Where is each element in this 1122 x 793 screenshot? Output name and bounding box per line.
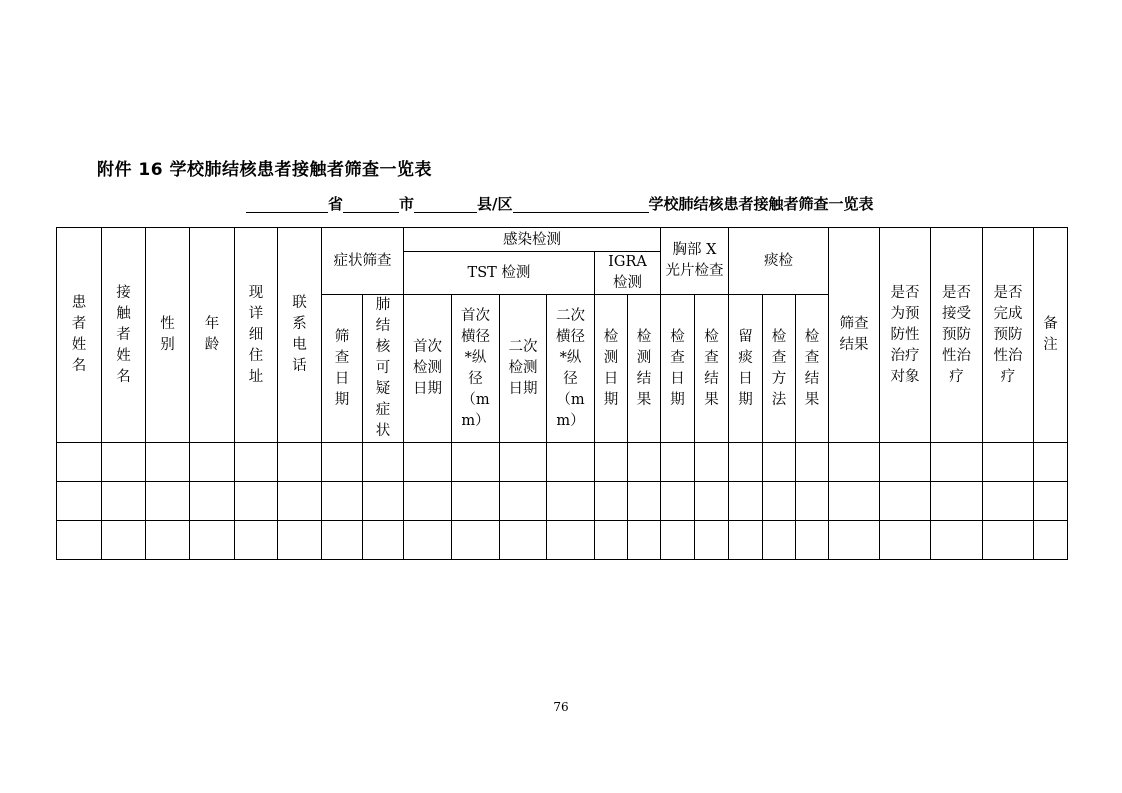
header-infection-test: 感染检测 bbox=[404, 228, 661, 252]
data-cell[interactable] bbox=[661, 482, 695, 521]
data-cell[interactable] bbox=[763, 443, 796, 482]
data-cell[interactable] bbox=[278, 482, 322, 521]
data-cell[interactable] bbox=[363, 443, 404, 482]
header-screening-result: 筛查结果 bbox=[829, 228, 880, 443]
header-sputum-date: 留痰日期 bbox=[729, 295, 763, 443]
screening-table bbox=[56, 227, 1068, 560]
header-xray-result: 检查结果 bbox=[695, 295, 729, 443]
province-label: 省 bbox=[328, 195, 344, 213]
page-title: 附件 16 学校肺结核患者接触者筛查一览表 bbox=[97, 160, 432, 180]
header-first-diameter: 首次横径*纵径（mm） bbox=[452, 295, 500, 443]
data-cell[interactable] bbox=[763, 521, 796, 560]
data-cell[interactable] bbox=[1034, 443, 1068, 482]
header-screening-date: 筛查日期 bbox=[322, 295, 363, 443]
header-address: 现详细住址 bbox=[235, 228, 278, 443]
header-patient-name: 患者姓名 bbox=[57, 228, 102, 443]
data-cell[interactable] bbox=[983, 443, 1034, 482]
data-cell[interactable] bbox=[452, 482, 500, 521]
data-cell[interactable] bbox=[322, 521, 363, 560]
data-cell[interactable] bbox=[628, 521, 661, 560]
data-cell[interactable] bbox=[322, 482, 363, 521]
data-cell[interactable] bbox=[547, 521, 595, 560]
county-label: 县/区 bbox=[477, 195, 513, 213]
data-cell[interactable] bbox=[363, 521, 404, 560]
data-cell[interactable] bbox=[695, 443, 729, 482]
data-cell[interactable] bbox=[661, 521, 695, 560]
data-cell[interactable] bbox=[829, 521, 880, 560]
data-cell[interactable] bbox=[628, 443, 661, 482]
data-cell[interactable] bbox=[146, 521, 190, 560]
header-preventive-completed: 是否完成预防性治疗 bbox=[983, 228, 1034, 443]
data-cell[interactable] bbox=[595, 521, 628, 560]
data-cell[interactable] bbox=[235, 482, 278, 521]
data-cell[interactable] bbox=[829, 482, 880, 521]
table-row bbox=[57, 443, 1068, 482]
data-cell[interactable] bbox=[796, 443, 829, 482]
header-contact-name: 接触者姓名 bbox=[102, 228, 146, 443]
data-cell[interactable] bbox=[931, 521, 983, 560]
subtitle-line bbox=[246, 193, 874, 213]
header-sputum-result: 检查结果 bbox=[796, 295, 829, 443]
data-cell[interactable] bbox=[57, 482, 102, 521]
data-cell[interactable] bbox=[796, 482, 829, 521]
data-cell[interactable] bbox=[102, 482, 146, 521]
data-cell[interactable] bbox=[500, 482, 547, 521]
header-igra-test: IGRA检测 bbox=[595, 252, 661, 295]
data-cell[interactable] bbox=[547, 482, 595, 521]
data-cell[interactable] bbox=[363, 482, 404, 521]
data-cell[interactable] bbox=[1034, 521, 1068, 560]
data-cell[interactable] bbox=[763, 482, 796, 521]
province-blank[interactable] bbox=[246, 195, 328, 213]
data-cell[interactable] bbox=[595, 482, 628, 521]
data-cell[interactable] bbox=[880, 443, 931, 482]
data-cell[interactable] bbox=[278, 443, 322, 482]
data-cell[interactable] bbox=[729, 482, 763, 521]
data-cell[interactable] bbox=[57, 443, 102, 482]
data-cell[interactable] bbox=[729, 521, 763, 560]
data-cell[interactable] bbox=[931, 443, 983, 482]
table-row bbox=[57, 482, 1068, 521]
header-phone: 联系电话 bbox=[278, 228, 322, 443]
table-row bbox=[57, 521, 1068, 560]
header-chest-xray: 胸部 X 光片检查 bbox=[661, 228, 729, 295]
data-cell[interactable] bbox=[628, 482, 661, 521]
data-cell[interactable] bbox=[404, 443, 452, 482]
data-cell[interactable] bbox=[57, 521, 102, 560]
data-cell[interactable] bbox=[931, 482, 983, 521]
header-remarks: 备注 bbox=[1034, 228, 1068, 443]
page-number: 76 bbox=[553, 700, 569, 714]
header-preventive-target: 是否为预防性治疗对象 bbox=[880, 228, 931, 443]
data-cell[interactable] bbox=[880, 521, 931, 560]
subtitle-tail: 学校肺结核患者接触者筛查一览表 bbox=[648, 195, 874, 213]
data-cell[interactable] bbox=[146, 482, 190, 521]
data-cell[interactable] bbox=[404, 482, 452, 521]
header-igra-date: 检测日期 bbox=[595, 295, 628, 443]
data-cell[interactable] bbox=[983, 521, 1034, 560]
header-age: 年龄 bbox=[190, 228, 235, 443]
data-cell[interactable] bbox=[452, 521, 500, 560]
data-cell[interactable] bbox=[695, 521, 729, 560]
data-cell[interactable] bbox=[661, 443, 695, 482]
data-cell[interactable] bbox=[829, 443, 880, 482]
city-label: 市 bbox=[399, 195, 415, 213]
data-cell[interactable] bbox=[880, 482, 931, 521]
data-cell[interactable] bbox=[404, 521, 452, 560]
data-cell[interactable] bbox=[500, 521, 547, 560]
data-cell[interactable] bbox=[547, 443, 595, 482]
data-cell[interactable] bbox=[190, 521, 235, 560]
school-blank[interactable] bbox=[513, 195, 649, 213]
header-first-test-date: 首次检测日期 bbox=[404, 295, 452, 443]
data-cell[interactable] bbox=[235, 521, 278, 560]
data-cell[interactable] bbox=[1034, 482, 1068, 521]
data-cell[interactable] bbox=[452, 443, 500, 482]
data-cell[interactable] bbox=[595, 443, 628, 482]
header-tst-test: TST 检测 bbox=[404, 252, 595, 295]
data-cell[interactable] bbox=[695, 482, 729, 521]
header-igra-result: 检测结果 bbox=[628, 295, 661, 443]
header-second-test-date: 二次检测日期 bbox=[500, 295, 547, 443]
county-blank[interactable] bbox=[414, 195, 477, 213]
data-cell[interactable] bbox=[500, 443, 547, 482]
data-cell[interactable] bbox=[796, 521, 829, 560]
data-cell[interactable] bbox=[983, 482, 1034, 521]
header-symptom-screening: 症状筛查 bbox=[322, 228, 404, 295]
header-second-diameter: 二次横径*纵径（mm） bbox=[547, 295, 595, 443]
data-cell[interactable] bbox=[102, 443, 146, 482]
data-cell[interactable] bbox=[729, 443, 763, 482]
data-cell[interactable] bbox=[235, 443, 278, 482]
data-cell[interactable] bbox=[146, 443, 190, 482]
data-cell[interactable] bbox=[278, 521, 322, 560]
data-cell[interactable] bbox=[102, 521, 146, 560]
data-cell[interactable] bbox=[190, 482, 235, 521]
header-sputum-test: 痰检 bbox=[729, 228, 829, 295]
header-xray-date: 检查日期 bbox=[661, 295, 695, 443]
data-cell[interactable] bbox=[322, 443, 363, 482]
city-blank[interactable] bbox=[343, 195, 399, 213]
header-suspected-symptoms: 肺结核可疑症状 bbox=[363, 295, 404, 443]
data-cell[interactable] bbox=[190, 443, 235, 482]
header-gender: 性别 bbox=[146, 228, 190, 443]
header-sputum-method: 检查方法 bbox=[763, 295, 796, 443]
header-preventive-accepted: 是否接受预防性治疗 bbox=[931, 228, 983, 443]
